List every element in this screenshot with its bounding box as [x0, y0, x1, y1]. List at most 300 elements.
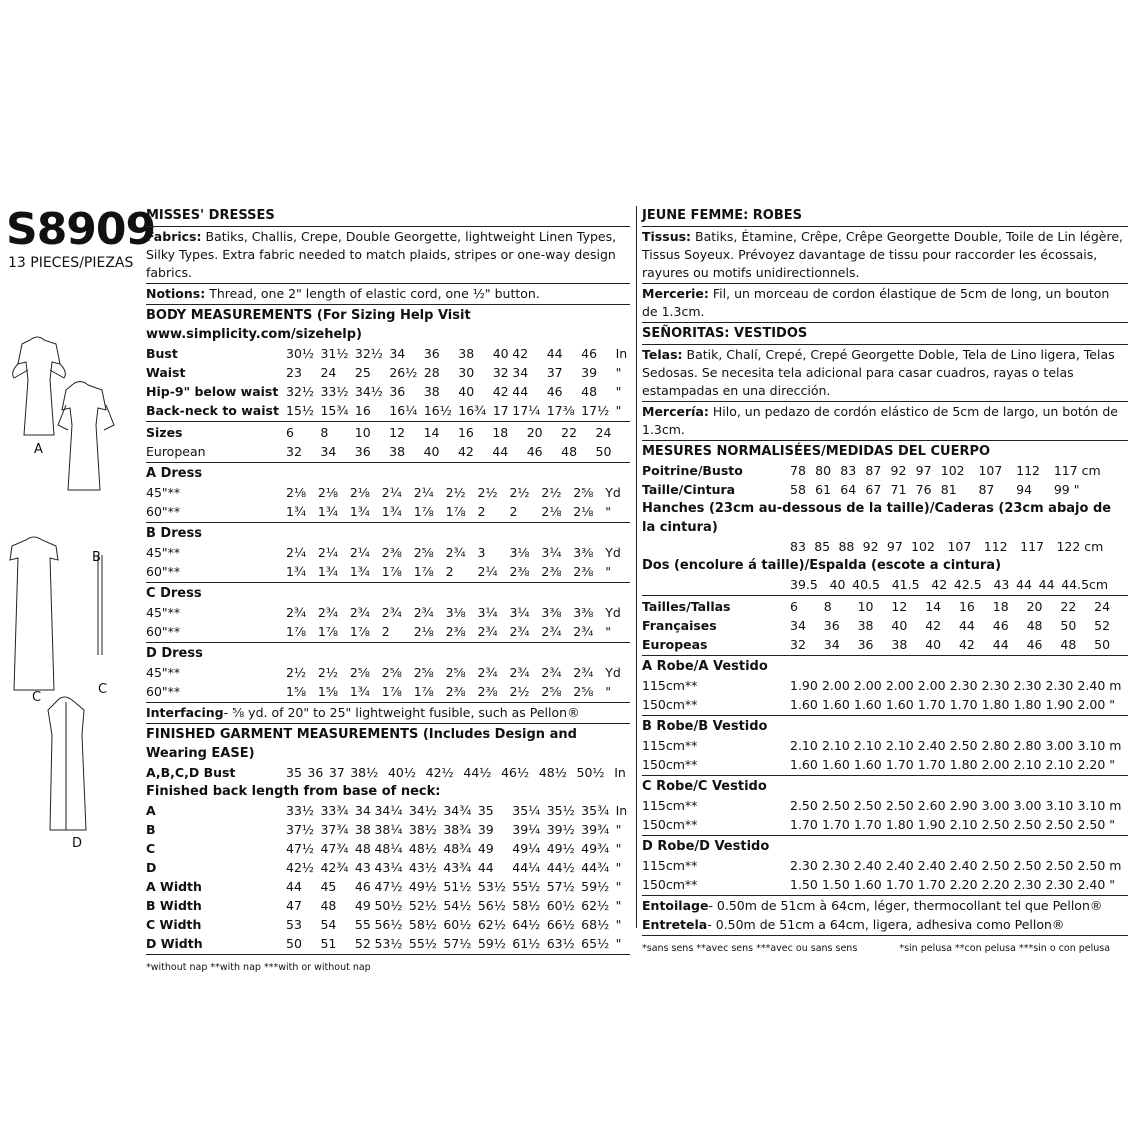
yardage-table — [146, 543, 630, 581]
view-title: A Robe/A Vestido — [642, 659, 768, 674]
table-cell: 38 — [857, 618, 874, 633]
table-cell: 40 — [458, 384, 475, 399]
table-cell: 1.70 — [885, 757, 914, 772]
table-cell: 50½ — [374, 898, 403, 913]
table-row — [146, 622, 630, 641]
table-cell: 17 — [492, 403, 509, 418]
table-row — [146, 603, 630, 622]
interfacing-text: - ⅝ yd. of 20" to 25" lightweight fusible, such as Pellon® — [223, 705, 580, 720]
table-cell: 2.50 — [981, 817, 1010, 832]
table-cell: 40 — [423, 444, 440, 459]
table-cell: " — [615, 384, 622, 399]
table-cell: 23 — [286, 365, 302, 380]
row-label: 45"** — [146, 545, 181, 560]
row-label: Poitrine/Busto — [642, 463, 743, 478]
table-cell: 39¼ — [512, 822, 541, 837]
table-cell: 12 — [891, 599, 908, 614]
table-cell: 50 — [286, 936, 302, 951]
table-cell: 42 — [958, 637, 975, 652]
table-cell: 14 — [925, 599, 942, 614]
table-cell: 68½ — [581, 917, 610, 932]
table-cell: 1¾ — [381, 504, 402, 519]
table-cell: 2.80 — [1013, 738, 1042, 753]
table-cell: 53½ — [477, 879, 506, 894]
table-cell: 1¾ — [286, 504, 307, 519]
table-cell: 1.70 — [917, 757, 946, 772]
table-cell: 16 — [354, 403, 371, 418]
table-row — [642, 537, 1128, 556]
row-label: D Width — [146, 936, 203, 951]
interfacing-label: Interfacing — [146, 705, 224, 720]
table-cell: 2.50 — [790, 798, 818, 813]
table-cell: 2.10 — [949, 817, 978, 832]
table-cell: 22 — [1060, 599, 1077, 614]
table-cell: 44 — [992, 637, 1009, 652]
table-row — [146, 682, 630, 701]
metrage-views — [642, 655, 1128, 896]
table-cell: 42½ — [286, 860, 315, 875]
table-cell: 2½ — [445, 485, 466, 500]
table-cell: 44 — [958, 618, 975, 633]
table-cell: 2.30 — [1013, 877, 1042, 892]
table-cell: 35½ — [546, 803, 575, 818]
table-cell: 58 — [790, 482, 806, 497]
table-cell: 92 — [862, 539, 879, 554]
table-cell: 17¼ — [512, 403, 541, 418]
table-cell: 32 — [790, 637, 806, 652]
entretela-text: - 0.50m de 51cm a 64cm, ligera, adhesiva como Pellon® — [707, 917, 1065, 932]
column-divider — [636, 206, 637, 928]
table-cell: Yd — [605, 665, 621, 680]
table-cell: 30½ — [286, 346, 315, 361]
row-label: 45"** — [146, 605, 181, 620]
table-row — [146, 382, 630, 401]
table-cell: 49 — [477, 841, 494, 856]
table-cell: 2¾ — [541, 624, 562, 639]
row-label: Sizes — [146, 425, 183, 440]
table-cell: 32½ — [286, 384, 315, 399]
divider — [146, 702, 630, 703]
back-length-title: Finished back length from base of neck: — [146, 784, 441, 799]
table-cell: 2¼ — [286, 545, 307, 560]
table-cell: 1.90 — [790, 678, 818, 693]
table-cell: 2.50 — [949, 738, 978, 753]
table-cell: 6 — [790, 599, 798, 614]
table-row — [642, 875, 1128, 894]
table-row — [146, 801, 630, 820]
table-row — [146, 344, 630, 363]
table-cell: 32 — [286, 444, 302, 459]
table-cell: 107 — [947, 539, 972, 554]
table-cell: 34½ — [354, 384, 383, 399]
table-cell: 2⅝ — [381, 665, 402, 680]
table-cell: 34 — [512, 365, 529, 380]
table-cell: 2⅛ — [541, 504, 562, 519]
table-row — [146, 502, 630, 521]
table-cell: 122 cm — [1056, 539, 1104, 554]
table-cell: 1¾ — [349, 564, 370, 579]
table-cell: 2⅜ — [445, 684, 466, 699]
table-cell: 42¾ — [320, 860, 349, 875]
table-cell: 58½ — [408, 917, 437, 932]
table-cell: 2⅝ — [573, 684, 594, 699]
table-cell: 48 — [354, 841, 371, 856]
table-cell: 48¼ — [374, 841, 403, 856]
table-cell: 17⅜ — [546, 403, 575, 418]
table-cell: 34¼ — [374, 803, 403, 818]
table-cell: " — [605, 504, 611, 519]
table-cell: 2½ — [541, 485, 562, 500]
table-cell: 55½ — [512, 879, 541, 894]
english-footnote: *without nap **with nap ***with or without nap — [146, 962, 371, 973]
table-cell: 2⅝ — [445, 665, 466, 680]
view-title: A Dress — [146, 466, 203, 481]
table-cell: 49½ — [408, 879, 437, 894]
table-cell: 1⅞ — [317, 624, 338, 639]
table-cell: 46 — [526, 444, 543, 459]
table-cell: 54 — [320, 917, 337, 932]
table-cell: 34 — [354, 803, 371, 818]
table-cell: 2.30 — [1013, 678, 1042, 693]
table-cell: 1⅞ — [413, 564, 434, 579]
table-cell: " — [615, 860, 622, 875]
table-cell: 36 — [823, 618, 840, 633]
table-cell: 10 — [857, 599, 874, 614]
table-cell: 61 — [815, 482, 832, 497]
table-cell: 2.50 — [1045, 817, 1074, 832]
table-cell: 62½ — [581, 898, 610, 913]
table-cell: 24 — [1094, 599, 1111, 614]
table-cell: 2.00 — [981, 757, 1010, 772]
table-cell: 1.70 — [885, 877, 914, 892]
table-cell: 38 — [458, 346, 475, 361]
table-cell: Yd — [605, 485, 621, 500]
table-cell: 42 — [492, 384, 509, 399]
table-cell: 60½ — [443, 917, 472, 932]
table-cell: 2¾ — [349, 605, 370, 620]
table-cell: 2.10 — [853, 738, 882, 753]
table-cell: 16½ — [423, 403, 452, 418]
table-cell: 24 — [320, 365, 337, 380]
table-cell: 1.90 — [1045, 697, 1074, 712]
table-cell: " — [615, 365, 622, 380]
table-cell: 2¾ — [317, 605, 338, 620]
yardage-table — [146, 663, 630, 701]
view-title: D Dress — [146, 646, 203, 661]
table-cell: 2.00 — [853, 678, 882, 693]
table-cell: 43½ — [408, 860, 437, 875]
table-cell: 2.50 — [885, 798, 914, 813]
table-cell: 3.10 m — [1077, 738, 1122, 753]
table-cell: 48½ — [538, 765, 567, 780]
yardage-table — [146, 483, 630, 521]
row-label: A,B,C,D Bust — [146, 765, 236, 780]
row-label — [642, 575, 790, 594]
fabrics-paragraph — [146, 228, 630, 282]
table-cell: 64½ — [512, 917, 541, 932]
table-cell: 3.10 m — [1077, 798, 1122, 813]
table-row — [146, 363, 630, 382]
table-cell: 2½ — [509, 485, 530, 500]
table-cell: 1⅞ — [349, 624, 370, 639]
table-cell: 59½ — [477, 936, 506, 951]
table-cell: 2⅛ — [349, 485, 370, 500]
row-label: 115cm** — [642, 738, 698, 753]
table-cell: 42 — [512, 346, 529, 361]
table-cell: 87 — [865, 463, 882, 478]
table-cell: 3⅜ — [541, 605, 562, 620]
row-label — [642, 537, 790, 556]
table-cell: 2 — [445, 564, 454, 579]
table-cell: 50½ — [576, 765, 605, 780]
table-cell: 18 — [492, 425, 509, 440]
table-cell: 44¼ — [512, 860, 541, 875]
view-title: C Dress — [146, 586, 202, 601]
mercerie-label: Mercerie: — [642, 286, 709, 301]
table-cell: 46 — [992, 618, 1009, 633]
table-cell: 30 — [458, 365, 475, 380]
table-cell: 2¾ — [286, 605, 307, 620]
table-cell: 117 — [1020, 539, 1044, 554]
table-cell: 33¾ — [320, 803, 349, 818]
table-cell: 48½ — [408, 841, 437, 856]
table-cell: 112 — [983, 539, 1008, 554]
view-title: B Robe/B Vestido — [642, 719, 768, 734]
row-label: C — [146, 841, 156, 856]
table-cell: 3.00 — [981, 798, 1010, 813]
table-cell: 35¾ — [581, 803, 610, 818]
table-cell: 12 — [389, 425, 406, 440]
metrage-table — [642, 856, 1128, 894]
mesures-table — [642, 461, 1128, 499]
table-cell: 85 — [814, 539, 831, 554]
table-cell: 34 — [320, 444, 337, 459]
telas-label: Telas: — [642, 347, 683, 362]
table-cell: 81 — [940, 482, 957, 497]
table-row — [146, 401, 630, 420]
table-cell: 50 — [1094, 637, 1111, 652]
table-cell: 2¾ — [381, 605, 402, 620]
table-cell: 3¼ — [509, 605, 530, 620]
tissus-label: Tissus: — [642, 229, 692, 244]
table-cell: 78 — [790, 463, 806, 478]
sizes-table — [146, 423, 630, 461]
row-label: 60"** — [146, 624, 181, 639]
table-cell: 3⅛ — [445, 605, 466, 620]
french-spanish-footnote — [642, 939, 1128, 958]
table-cell: 2.50 — [821, 798, 850, 813]
table-cell: 44¾ — [581, 860, 610, 875]
table-cell: " — [615, 822, 622, 837]
table-cell: 40 — [829, 577, 846, 592]
table-cell: 47 — [286, 898, 302, 913]
table-cell: 1⅞ — [381, 684, 402, 699]
table-cell: 33½ — [320, 384, 349, 399]
table-cell: 62½ — [477, 917, 506, 932]
sketch-label-c-tie: C — [98, 682, 108, 697]
table-cell: 2.50 — [1013, 858, 1042, 873]
table-cell: 51½ — [443, 879, 472, 894]
table-cell: 2.40 — [853, 858, 882, 873]
table-row — [642, 597, 1128, 616]
sketch-label-c-front: C — [32, 690, 42, 705]
table-cell: 46 — [546, 384, 563, 399]
row-label: 60"** — [146, 504, 181, 519]
table-cell: 1.60 — [790, 757, 818, 772]
table-cell: 80 — [815, 463, 832, 478]
dos-table — [642, 575, 1128, 594]
table-row — [146, 543, 630, 562]
divider — [642, 775, 1128, 776]
table-cell: 1⅞ — [413, 684, 434, 699]
table-cell: " — [615, 403, 622, 418]
merceria-label: Mercería: — [642, 404, 709, 419]
table-cell: 52½ — [408, 898, 437, 913]
table-cell: 2¾ — [509, 665, 530, 680]
entoilage-label: Entoilage — [642, 898, 709, 913]
table-cell: 57½ — [546, 879, 575, 894]
table-cell: 2¾ — [573, 665, 594, 680]
table-cell: 15¾ — [320, 403, 349, 418]
table-cell: 2.20 — [949, 877, 978, 892]
table-cell: 53½ — [374, 936, 403, 951]
table-cell: " — [605, 564, 611, 579]
table-cell: " — [605, 624, 611, 639]
table-cell: 2.30 — [949, 678, 978, 693]
table-cell: 48 — [320, 898, 337, 913]
table-cell: 1.70 — [917, 697, 946, 712]
table-cell: 44 — [477, 860, 494, 875]
row-label: Tailles/Tallas — [642, 599, 731, 614]
table-cell: 18 — [992, 599, 1009, 614]
table-cell: 46 — [581, 346, 598, 361]
table-cell: 1.70 — [821, 817, 850, 832]
table-cell: 2¾ — [445, 545, 466, 560]
body-measurements-table — [146, 344, 630, 420]
table-cell: 1⅝ — [317, 684, 338, 699]
table-cell: 83 — [840, 463, 857, 478]
table-cell: 39½ — [546, 822, 575, 837]
table-cell: 39 — [581, 365, 598, 380]
row-label: Back-neck to waist — [146, 403, 279, 418]
table-cell: 2.40 — [917, 858, 946, 873]
table-cell: 50 — [595, 444, 612, 459]
table-cell: 102 — [911, 539, 935, 554]
table-cell: 92 — [890, 463, 907, 478]
table-cell: 2.10 — [790, 738, 818, 753]
table-cell: 37½ — [286, 822, 315, 837]
table-cell: 34¾ — [443, 803, 472, 818]
table-cell: 40 — [891, 618, 908, 633]
table-cell: 56½ — [374, 917, 403, 932]
table-cell: 6 — [286, 425, 294, 440]
table-cell: 42 — [457, 444, 474, 459]
table-cell: 2.10 — [1045, 757, 1074, 772]
table-cell: 51 — [320, 936, 337, 951]
table-row — [642, 461, 1128, 480]
divider — [642, 895, 1128, 896]
table-cell: 2.40 " — [1077, 877, 1115, 892]
metrage-table — [642, 676, 1128, 714]
divider — [146, 462, 630, 463]
table-cell: 2⅜ — [445, 624, 466, 639]
row-label: 45"** — [146, 485, 181, 500]
divider — [146, 582, 630, 583]
table-cell: 2⅝ — [349, 665, 370, 680]
row-label: 150cm** — [642, 697, 698, 712]
table-cell: 2.10 — [821, 738, 850, 753]
view-sketches — [0, 290, 140, 890]
table-cell: 3.10 — [1045, 798, 1074, 813]
table-cell: 52 — [1094, 618, 1111, 633]
table-cell: 16¼ — [389, 403, 418, 418]
table-cell: 53 — [286, 917, 302, 932]
table-cell: 2⅜ — [381, 545, 402, 560]
table-row — [146, 483, 630, 502]
table-cell: 37 — [328, 765, 345, 780]
table-cell: 37¾ — [320, 822, 349, 837]
table-row — [146, 934, 630, 953]
table-cell: 2¼ — [317, 545, 338, 560]
table-row — [146, 839, 630, 858]
table-cell: 2⅛ — [286, 485, 307, 500]
table-cell: 49½ — [546, 841, 575, 856]
row-label: European — [146, 444, 206, 459]
table-cell: 65½ — [581, 936, 610, 951]
finished-bust-table — [146, 763, 630, 782]
table-cell: 43¾ — [443, 860, 472, 875]
row-label: Taille/Cintura — [642, 482, 736, 497]
table-cell: 46 — [354, 879, 371, 894]
table-cell: " — [615, 898, 622, 913]
table-cell: 45 — [320, 879, 337, 894]
table-cell: 97 — [886, 539, 903, 554]
table-cell: " — [615, 841, 622, 856]
table-cell: 42 — [925, 618, 942, 633]
table-cell: 49¼ — [512, 841, 541, 856]
row-label: 150cm** — [642, 877, 698, 892]
table-cell: 40 — [492, 346, 509, 361]
table-row — [642, 635, 1128, 654]
row-label: Waist — [146, 365, 186, 380]
row-label: 115cm** — [642, 678, 698, 693]
table-cell: 28 — [423, 365, 440, 380]
table-cell: 46 — [1026, 637, 1043, 652]
table-cell: 2¼ — [477, 564, 498, 579]
table-cell: 2¾ — [541, 665, 562, 680]
table-cell: 35¼ — [512, 803, 541, 818]
table-cell: 1.60 — [821, 757, 850, 772]
table-cell: Yd — [605, 545, 621, 560]
row-label: C Width — [146, 917, 202, 932]
table-row — [146, 858, 630, 877]
table-cell: 2⅝ — [413, 545, 434, 560]
table-cell: 2.30 — [821, 858, 850, 873]
pattern-number: S8909 — [6, 204, 156, 255]
table-cell: 2¾ — [477, 624, 498, 639]
table-cell: 3¼ — [477, 605, 498, 620]
table-cell: 2½ — [477, 485, 498, 500]
table-cell: 35 — [477, 803, 494, 818]
table-cell: 2.50 — [1013, 817, 1042, 832]
fabrics-label: Fabrics: — [146, 229, 202, 244]
divider — [642, 715, 1128, 716]
table-cell: 1.60 — [853, 877, 882, 892]
table-cell: 1⅝ — [286, 684, 307, 699]
table-cell: 2⅛ — [413, 624, 434, 639]
table-cell: 38 — [891, 637, 908, 652]
entretela-paragraph — [642, 916, 1128, 934]
